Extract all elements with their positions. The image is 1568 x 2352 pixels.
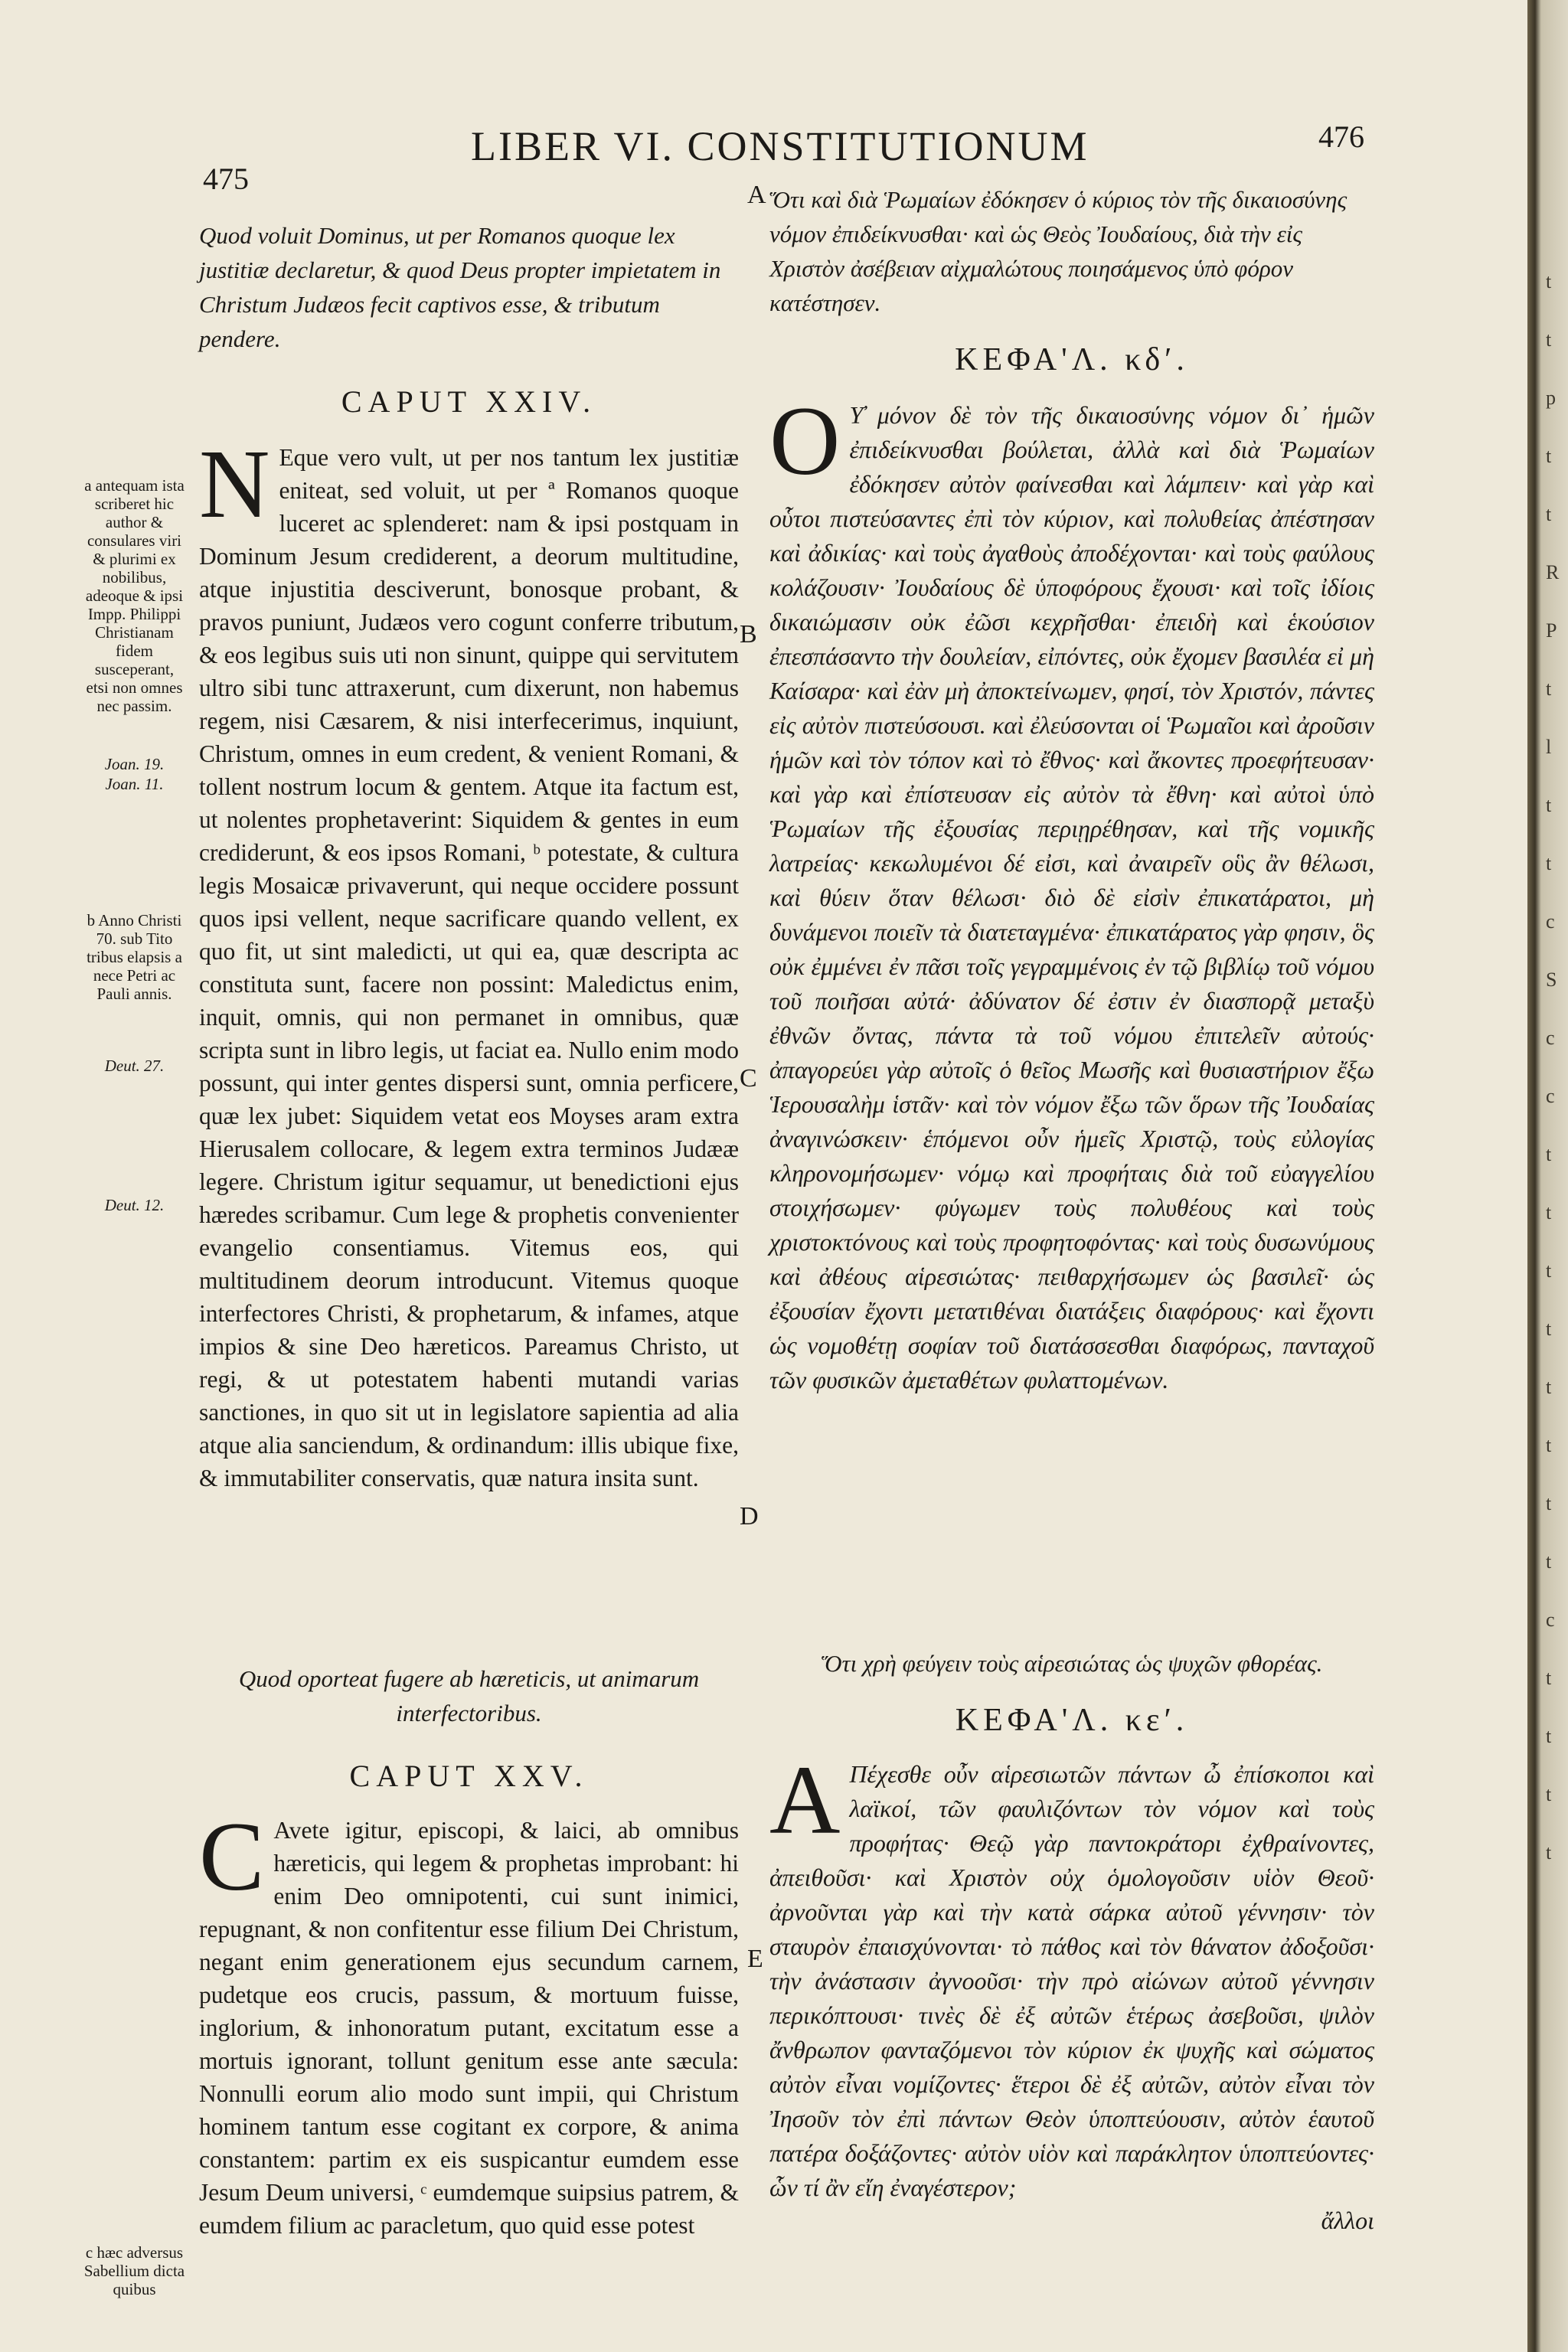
latin-column-lower xyxy=(199,1661,739,2242)
margin-note-a: a antequam ista scriberet hic author & consulares viri & plurimi ex nobilibus, adeoque & ipsi Impp. Philippi Christianam fidem susceperant, etsi non omnes nec passim. xyxy=(84,476,185,715)
greek-catchword: ἄλλοι xyxy=(1321,2207,1374,2234)
margin-note-joan19: Joan. 19. xyxy=(104,755,165,773)
section-letter-b: B xyxy=(740,620,757,648)
latin-text-25: Avete igitur, episcopi, & laici, ab omnibus hæreticis, qui legem & prophetas improbant: hi enim Deo omnipotenti, cui sunt inimici, repugnant, & non confitentur esse filium Dei Christum, negant enim generationem ejus secundum carnem, pudetque eos crucis, passum, & mortuum fuisse, inglorium, & inhonoratum putant, excitatum esse a mortuis ignorant, tollunt genitum esse ante sæcula: Nonnulli eorum alio modo sunt impii, qui Christum hominem tantum esse cogitant ex corpore, & anima constantem: partim ex eis suspicantur eumdem esse Jesum Deum universi, ᶜ eumdemque suipsius patrem, & eumdem filium ac paracletum, quo quid esse potest xyxy=(199,1817,739,2239)
section-letter-d: D xyxy=(740,1502,759,1530)
latin-column xyxy=(199,218,739,1494)
greek-kephala-24: ΚΕΦΑ'Λ. κδʹ. xyxy=(955,342,1189,377)
margin-note-deut12: Deut. 12. xyxy=(104,1196,165,1214)
greek-column-lower xyxy=(769,1646,1374,2235)
latin-summary-25: Quod oporteat fugere ab hæreticis, ut animarum interfectoribus. xyxy=(238,1665,700,1726)
book-gutter xyxy=(1527,0,1568,2352)
margin-note-joan11: Joan. 11. xyxy=(105,775,164,793)
greek-text-24: Υ̓ μόνον δὲ τὸν τῆς δικαιοσύνης νόμον δι᾽ ἡμῶν ἐπιδείκνυσθαι βούλεται, ἀλλὰ καὶ διὰ Ῥωμαίων ἐδόκησεν αὐτὸν φαίνεσθαι καὶ λάμπειν· καὶ γὰρ καὶ οὗτοι πιστεύσαντες ἐπὶ τὸν κύριον, καὶ πολυθείας ἀπέστησαν καὶ ἀδικίας· καὶ τοὺς ἀγαθοὺς ἀποδέχονται· καὶ τοὺς φαύλους κολάζουσιν· Ἰουδαίους δὲ ὑποφόρους ἔχουσι· καὶ τοῖς ἰδίοις δικαιώμασιν οὐκ ἐῶσι κεχρῆσθαι· ἐπειδὴ καὶ ἑκούσιον ἐπεσπάσαντο τὴν δουλείαν, εἰπόντες, οὐκ ἔχομεν βασιλέα εἰ μὴ Καίσαρα· καὶ ἐὰν μὴ ἀποκτείνωμεν, φησί, τὸν Χριστόν, πάντες εἰς αὐτὸν πιστεύσουσι. καὶ ἐλεύσονται οἱ Ῥωμαῖοι καὶ ἀροῦσιν ἡμῶν καὶ τὸν τόπον καὶ τὸ ἔθνος· καὶ ἄκοντες προεφήτευσαν· καὶ γὰρ καὶ ἐπίστευσαν εἰς αὐτὸν τὰ ἔθνη· καὶ αὐτοὶ ὑπὸ Ῥωμαίων τῆς ἐξουσίας περιῃρέθησαν, καὶ τῆς νομικῆς λατρείας· κεκωλυμένοι δέ εἰσι, καὶ ἀναιρεῖν οὓς ἂν θέλωσι, καὶ θύειν ὅταν θέλωσι· διὸ δὲ εἰσὶν ἐπικατάρατοι, μὴ δυνάμενοι ποιεῖν τὰ διατεταγμένα· ἐπικατάρατος γὰρ φησιν, ὃς οὐκ ἐμμένει ἐν πᾶσι τοῖς γεγραμμένοις ἐν τῷ βιβλίῳ τοῦ νόμου τοῦ ποιῆσαι αὐτά· ἀδύνατον δέ ἐστιν ἐν διασπορᾷ μεταξὺ ἐθνῶν ὄντας, πάντα τὰ τοῦ νόμου ἐπιτελεῖν αὐτούς· ἀπαγορεύει γὰρ αὐτοῖς ὁ θεῖος Μωσῆς καὶ θυσιαστήριον ἔξω Ἱερουσαλὴμ ἱστᾶν· καὶ τὸν νόμον ἔξω τῶν ὅρων τῆς Ἰουδαίας ἀναγινώσκειν· ἑπόμενοι οὖν ἡμεῖς Χριστῷ, τοὺς εὐλογίας κληρονομήσωμεν· νόμῳ καὶ προφήταις διὰ τοῦ εὐαγγελίου στοιχήσωμεν· φύγωμεν τοὺς πολυθέους καὶ τοὺς χριστοκτόνους καὶ τοὺς προφητοφόντας· καὶ τοὺς δυσωνύμους καὶ ἀθέους αἱρεσιώτας· πειθαρχήσωμεν ὡς βασιλεῖ· ὡς ἐξουσίαν ἔχοντι μετατιθέναι διατάξεις διαφόρους· καὶ ἔχοντι ὡς νομοθέτῃ σοφίαν τοῦ διατάσσεσθαι διαφόρως, πανταχοῦ τῶν φυσικῶν ἀμεταθέτων φυλαττομένων. xyxy=(769,401,1374,1393)
greek-body-25 xyxy=(769,1746,1374,2205)
greek-body-24 xyxy=(769,387,1374,1397)
page-number-left: 475 xyxy=(203,162,249,196)
section-letter-e: E xyxy=(747,1945,763,1973)
margin-note-deut27: Deut. 27. xyxy=(104,1057,165,1075)
gutter-facing-page-text: t t p t t R P t l t t c S c c t t t t t t t t c t t t t xyxy=(1546,270,1560,1864)
greek-kephala-25: ΚΕΦΑ'Λ. κεʹ. xyxy=(955,1703,1189,1738)
margin-note-c: c hæc adversus Sabellium dicta quibus xyxy=(83,2243,185,2298)
latin-body-25 xyxy=(199,1802,739,2242)
section-letter-a: A xyxy=(747,181,766,209)
page-number-right: 476 xyxy=(1318,119,1364,154)
greek-column xyxy=(769,182,1374,1397)
greek-dropcap-24: Ο xyxy=(769,387,841,495)
latin-caput-24: CAPUT XXIV. xyxy=(341,384,597,419)
latin-dropcap-25: C xyxy=(199,1802,265,1911)
latin-summary-24: Quod voluit Dominus, ut per Romanos quoque lex justitiæ declaretur, & quod Deus propter impietatem in Christum Judæos fecit captivos esse, & tributum pendere. xyxy=(199,222,721,352)
greek-text-25: Πέχεσθε οὖν αἱρεσιωτῶν πάντων ὦ ἐπίσκοποι καὶ λαϊκοί, τῶν φαυλιζόντων τὸν νόμον καὶ τοὺς προφήτας· Θεῷ γὰρ παντοκράτορι ἐχθραίνοντες, ἀπειθοῦσι· καὶ Χριστὸν οὐχ ὁμολογοῦσιν υἱὸν Θεοῦ· ἀρνοῦνται γὰρ καὶ τὴν κατὰ σάρκα αὐτοῦ γέννησιν· τὸν σταυρὸν ἐπαισχύνονται· τὸ πάθος καὶ τὸν θάνατον ἀδοξοῦσι· τὴν ἀνάστασιν ἀγνοοῦσι· τὴν πρὸ αἰώνων αὐτοῦ γέννησιν περικόπτουσι· τινὲς δὲ ἐξ αὐτῶν ἑτέρως ἀσεβοῦσι, ψιλὸν ἄνθρωπον φανταζόμενοι τὸν κύριον ἐκ ψυχῆς καὶ σώματος αὐτὸν εἶναι νομίζοντες· ἕτεροι δὲ ἐξ αὐτῶν, αὐτὸν εἶναι τὸν Ἰησοῦν τὸν ἐπὶ πάντων Θεὸν ὑποπτεύουσιν, αὐτὸν ἑαυτοῦ πατέρα δοξάζοντες· αὐτὸν υἱὸν καὶ παράκλητον ὑποπτεύοντες· ὧν τί ἂν εἴη ἐναγέστερον; xyxy=(769,1760,1374,2201)
margin-note-b: b Anno Christi 70. sub Tito tribus elapsis a nece Petri ac Pauli annis. xyxy=(87,911,182,1003)
latin-body-24 xyxy=(199,430,739,1494)
latin-text-24: Eque vero vult, ut per nos tantum lex justitiæ eniteat, sed voluit, ut per ª Romanos quoque luceret ac splenderet: nam & ipsi postquam in Dominum Jesum crediderent, a deorum multitudine, atque injustitia desciverunt, bonosque probant, & pravos puniunt, Judæos vero cogunt conferre tributum, & eos legibus suis uti non sinunt, quippe qui servitutem ultro sibi tunc attraxerunt, cum dixerunt, non habemus regem, nisi Cæsarem, & nisi interfecerimus, inquiunt, Christum, omnes in eum credent, & venient Romani, & tollent nostrum locum & gentem. Atque ita factum est, ut nolentes prophetaverint: Siquidem & gentes in eum crediderunt, & eos ipsos Romani, ᵇ potestate, & cultura legis Mosaicæ privaverunt, qui neque occidere possunt quos ipsi vellent, neque sacrificare quando vellent, ex quo fit, ut sint maledicti, ut qui ea, quæ descripta ac constituta sunt, facere non possint: Maledictus enim, inquit, omnis, qui non permanet in omnibus, quæ scripta sunt in libro legis, ut faciat ea. Nullo enim modo possunt, qui inter gentes dispersi sunt, omnia perficere, quæ lex jubet: Siquidem vetat eos Moyses aram extra Hierusalem collocare, & legem extra terminos Judææ legere. Christum igitur sequamur, ut benedictioni ejus hæredes scribamur. Cum lege & prophetis convenienter evangelio consentiamus. Vitemus eos, qui multitudinem deorum introducunt. Vitemus quoque interfectores Christi, & prophetarum, & infames, atque impios & sine Deo hæreticos. Pareamus Christo, ut regi, & ut potestatem habenti mutandi varias sanctiones, in quo sit ut in legislatore sapientia ad alia atque alia sanciendum, & ordinandum: illis ubique fixe, & immutabiliter conservatis, quæ natura insita sunt. xyxy=(199,444,739,1491)
latin-caput-25: CAPUT XXV. xyxy=(349,1759,589,1793)
greek-dropcap-25: Α xyxy=(769,1746,841,1854)
latin-dropcap-24: N xyxy=(199,430,270,538)
running-title: LIBER VI. CONSTITUTIONUM xyxy=(471,123,1089,169)
section-letter-c: C xyxy=(740,1064,757,1093)
greek-summary-24: Ὅτι καὶ διὰ Ῥωμαίων ἐδόκησεν ὁ κύριος τὸν τῆς δικαιοσύνης νόμον ἐπιδείκνυσθαι· καὶ ὡς Θεὸς Ἰουδαίους, διὰ τὴν εἰς Χριστὸν ἀσέβειαν αἰχμαλώτους ποιησάμενος ὑπὸ φόρον κατέστησεν. xyxy=(769,186,1348,316)
greek-summary-25: Ὅτι χρὴ φεύγειν τοὺς αἱρεσιώτας ὡς ψυχῶν φθορέας. xyxy=(821,1650,1323,1677)
